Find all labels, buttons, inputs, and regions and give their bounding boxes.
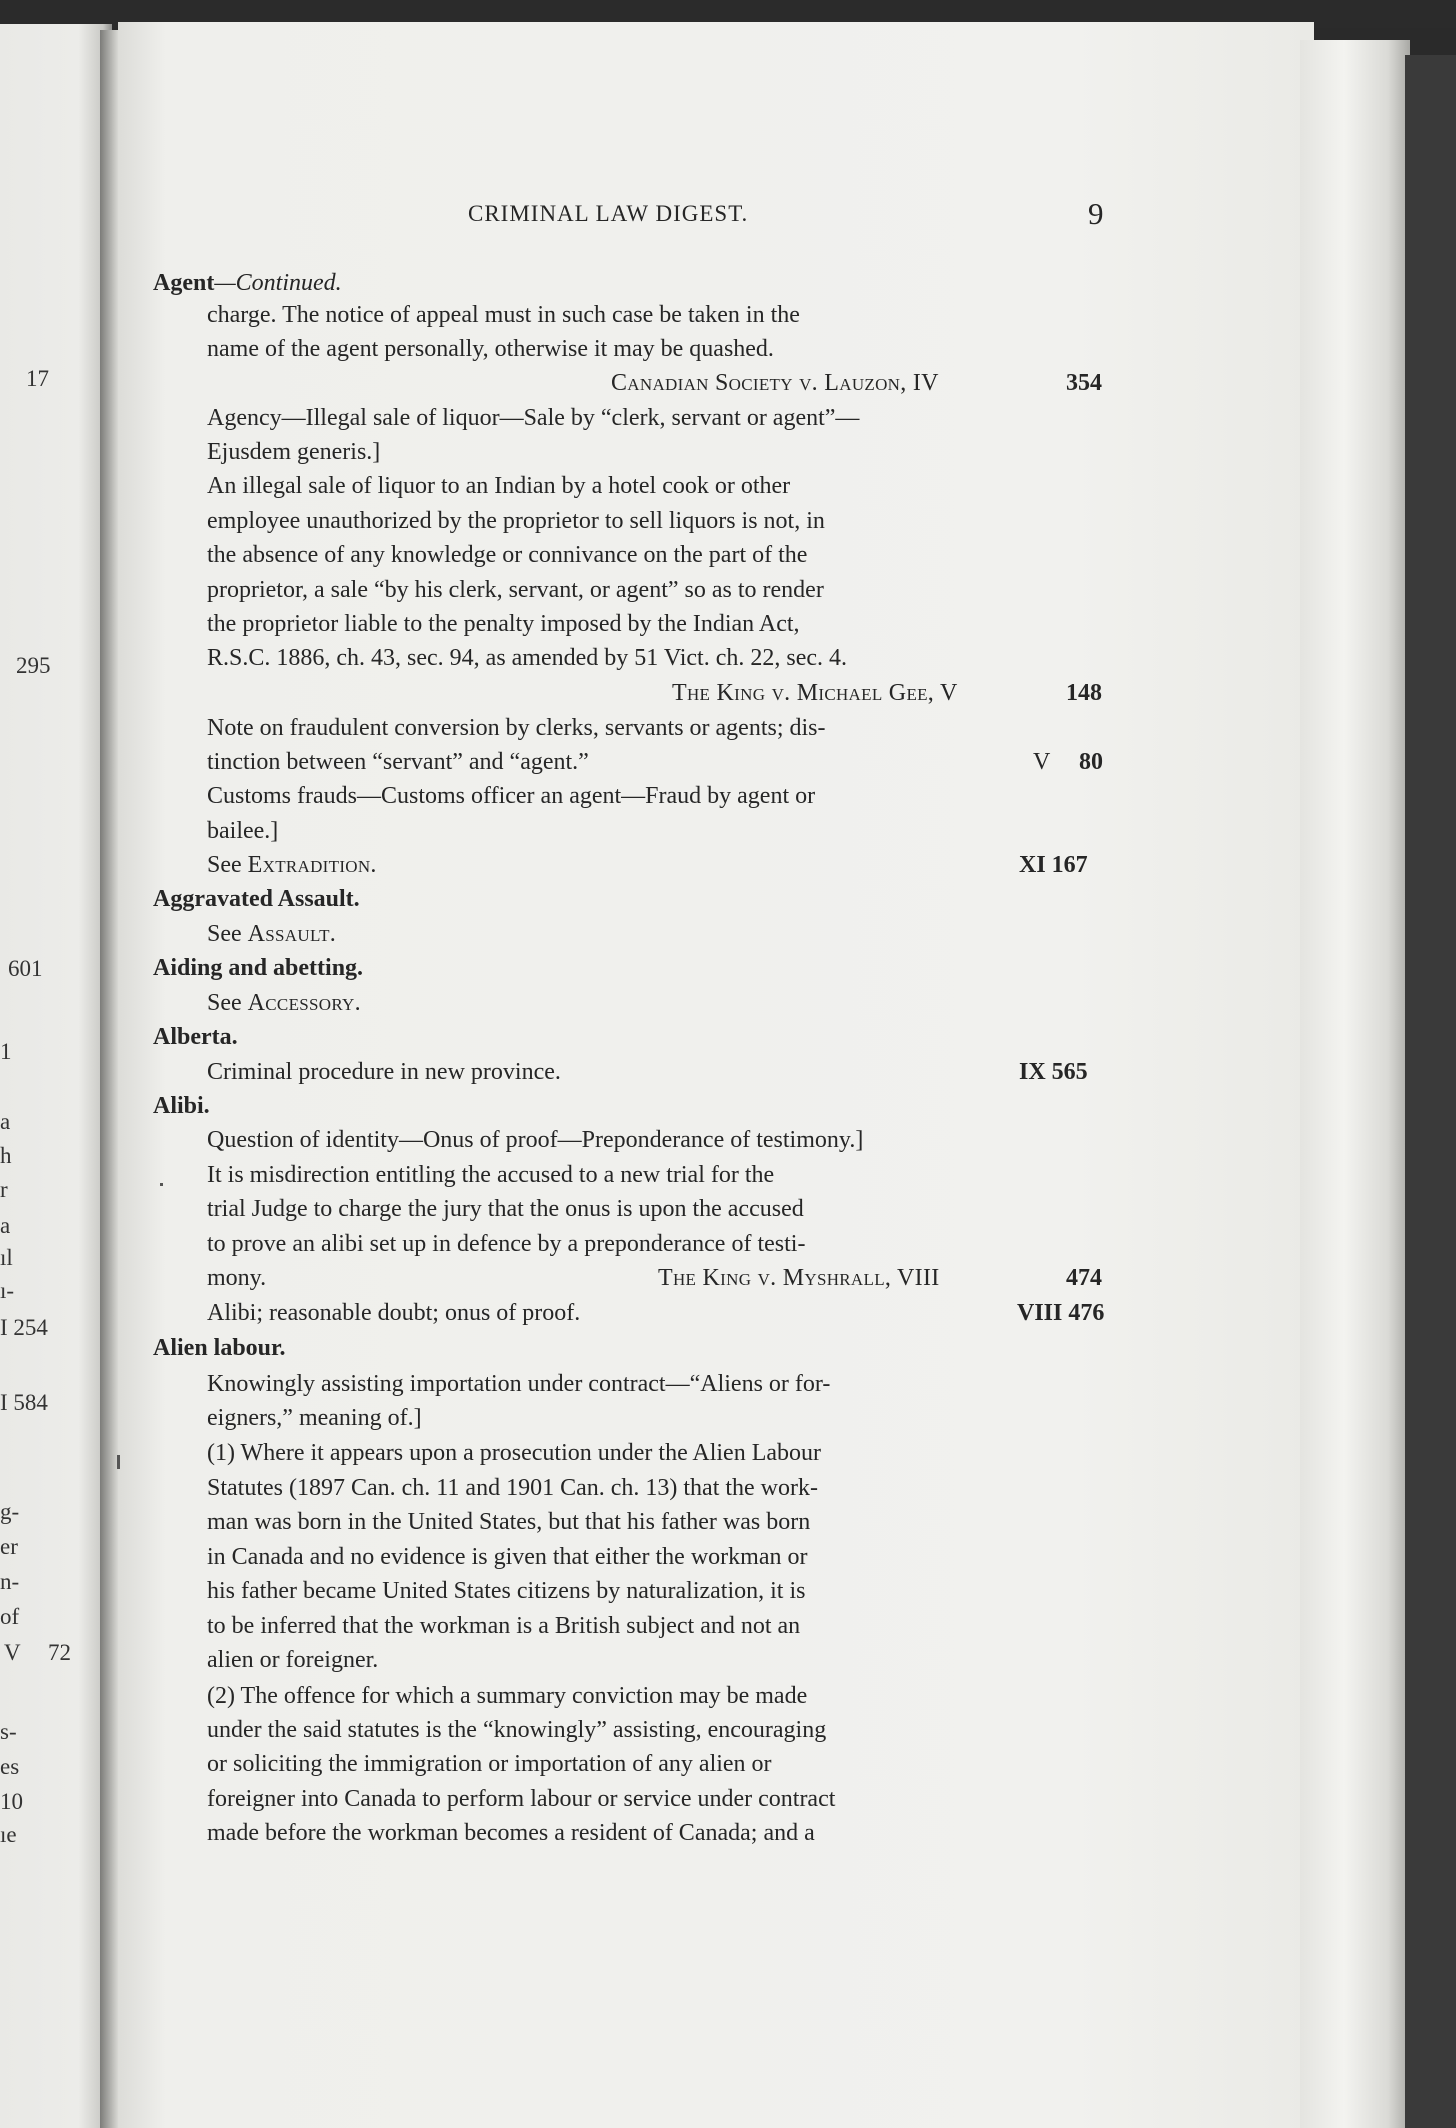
body-line: or soliciting the immigration or importation of any alien or: [207, 1751, 772, 1777]
body-line: name of the agent personally, otherwise it may be quashed.: [207, 336, 774, 362]
margin-fragment: s-: [0, 1719, 17, 1744]
volume-page-ref: VIII 476: [1017, 1300, 1105, 1326]
volume-page-ref: 80: [1079, 749, 1103, 775]
body-line: made before the workman becomes a resident of Canada; and a: [207, 1820, 815, 1846]
entry-heading-alberta: Alberta.: [153, 1024, 238, 1050]
scan-speck: [117, 1455, 120, 1469]
body-line: Statutes (1897 Can. ch. 11 and 1901 Can. ch. 13) that the work-: [207, 1475, 818, 1501]
body-line: to be inferred that the workman is a British subject and not an: [207, 1613, 801, 1639]
case-citation: The King v. Michael Gee, V: [672, 680, 958, 706]
volume-page-ref: XI 167: [1019, 852, 1088, 878]
body-line: proprietor, a sale “by his clerk, servant, or agent” so as to render: [207, 577, 824, 603]
entry-heading-aiding-and-abetting: Aiding and abetting.: [153, 955, 364, 981]
body-line: Alibi; reasonable doubt; onus of proof.: [207, 1300, 581, 1326]
body-line: mony.: [207, 1265, 267, 1291]
body-line: to prove an alibi set up in defence by a preponderance of testi-: [207, 1231, 806, 1257]
margin-fragment: a: [0, 1109, 11, 1134]
body-line: tinction between “servant” and “agent.”: [207, 749, 589, 775]
volume-page-ref: IX 565: [1019, 1059, 1088, 1085]
body-line: foreigner into Canada to perform labour or service under contract: [207, 1786, 836, 1812]
volume-page-ref: 354: [1066, 370, 1102, 396]
body-line: R.S.C. 1886, ch. 43, sec. 94, as amended by 51 Vict. ch. 22, sec. 4.: [207, 645, 848, 671]
see-also-assault[interactable]: See Assault.: [207, 921, 337, 947]
running-title: CRIMINAL LAW DIGEST.: [468, 201, 749, 226]
body-line: Question of identity—Onus of proof—Preponderance of testimony.]: [207, 1127, 864, 1153]
margin-fragment: ıl: [0, 1245, 13, 1270]
body-line: Ejusdem generis.]: [207, 439, 381, 465]
body-line: Agency—Illegal sale of liquor—Sale by “clerk, servant or agent”—: [207, 405, 860, 431]
body-line: Knowingly assisting importation under contract—“Aliens or for-: [207, 1371, 831, 1397]
margin-ref: I 254: [0, 1315, 48, 1340]
margin-fragment: h: [0, 1143, 12, 1168]
margin-fragment: 10: [0, 1789, 23, 1814]
margin-ref: 295: [16, 653, 51, 678]
body-line: the absence of any knowledge or connivance on the part of the: [207, 542, 808, 568]
body-line: Note on fraudulent conversion by clerks, servants or agents; dis-: [207, 715, 826, 741]
margin-fragment: n-: [0, 1569, 20, 1594]
volume-page-ref: 148: [1066, 680, 1102, 706]
body-line: An illegal sale of liquor to an Indian by a hotel cook or other: [207, 473, 791, 499]
see-also-accessory[interactable]: See Accessory.: [207, 990, 361, 1016]
volume-ref: V: [1033, 749, 1051, 775]
entry-heading-aggravated-assault: Aggravated Assault.: [153, 886, 360, 912]
page-number: 9: [1088, 196, 1104, 231]
margin-fragment: er: [0, 1534, 18, 1559]
body-line: the proprietor liable to the penalty imposed by the Indian Act,: [207, 611, 800, 637]
case-citation: The King v. Myshrall, VIII: [658, 1265, 940, 1291]
body-line: employee unauthorized by the proprietor to sell liquors is not, in: [207, 508, 825, 534]
body-line: (1) Where it appears upon a prosecution under the Alien Labour: [207, 1440, 822, 1466]
continued-label: —Continued.: [214, 270, 342, 296]
body-line: trial Judge to charge the jury that the onus is upon the accused: [207, 1196, 804, 1222]
margin-ref: 601: [8, 956, 43, 981]
body-line: man was born in the United States, but that his father was born: [207, 1509, 811, 1535]
margin-ref: 17: [26, 366, 49, 391]
body-line: bailee.]: [207, 818, 279, 844]
margin-fragment: es: [0, 1754, 20, 1779]
margin-fragment: g-: [0, 1499, 20, 1524]
see-also-extradition[interactable]: See Extradition.: [207, 852, 377, 878]
body-line: charge. The notice of appeal must in such case be taken in the: [207, 302, 800, 328]
volume-page-ref: 474: [1066, 1265, 1102, 1291]
scan-border-right: [1405, 55, 1456, 2128]
margin-fragment: r: [0, 1177, 8, 1202]
body-line: his father became United States citizens by naturalization, it is: [207, 1578, 806, 1604]
margin-fragment: of: [0, 1604, 20, 1629]
body-line: (2) The offence for which a summary conviction may be made: [207, 1683, 808, 1709]
body-line: eigners,” meaning of.]: [207, 1405, 422, 1431]
body-line: Criminal procedure in new province.: [207, 1059, 561, 1085]
body-line: under the said statutes is the “knowingly” assisting, encouraging: [207, 1717, 827, 1743]
body-line: in Canada and no evidence is given that either the workman or: [207, 1544, 808, 1570]
entry-heading-agent: Agent—Continued.: [153, 270, 342, 296]
margin-ref: I 584: [0, 1390, 48, 1415]
margin-fragment: ıe: [0, 1822, 17, 1847]
margin-fragment: ı-: [0, 1278, 15, 1303]
margin-fragment: 1: [0, 1039, 12, 1064]
entry-heading-alibi: Alibi.: [153, 1093, 210, 1119]
page-edges: [1300, 40, 1410, 2128]
margin-fragment: V: [4, 1640, 21, 1665]
entry-heading-alien-labour: Alien labour.: [153, 1335, 286, 1361]
body-line: alien or foreigner.: [207, 1647, 379, 1673]
body-line: Customs frauds—Customs officer an agent—Fraud by agent or: [207, 783, 816, 809]
case-citation: Canadian Society v. Lauzon, IV: [611, 370, 939, 396]
body-line: It is misdirection entitling the accused to a new trial for the: [207, 1162, 775, 1188]
scan-speck: [160, 1183, 163, 1186]
margin-ref: 72: [48, 1640, 71, 1665]
book-gutter: [100, 30, 120, 2128]
margin-fragment: a: [0, 1213, 11, 1238]
